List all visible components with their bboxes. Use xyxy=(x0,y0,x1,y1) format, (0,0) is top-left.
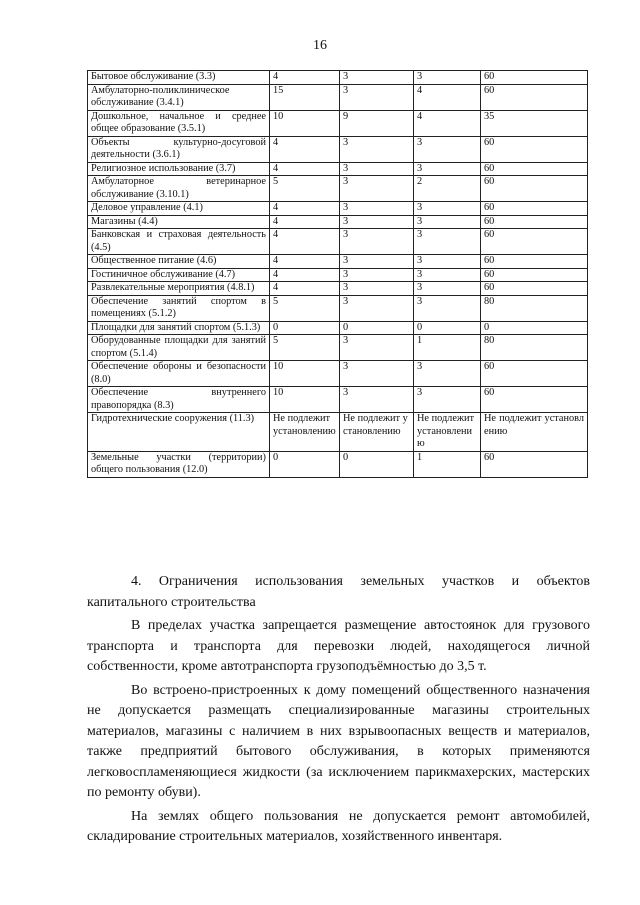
table-row xyxy=(88,255,588,269)
table-row xyxy=(88,282,588,296)
land-use-cell: Деловое управление (4.1) xyxy=(88,202,270,216)
value-cell: 3 xyxy=(340,136,414,162)
value-cell: 4 xyxy=(270,229,340,255)
page-number: 16 xyxy=(313,38,327,53)
table-row xyxy=(88,387,588,413)
value-cell: 3 xyxy=(340,84,414,110)
value-cell: 3 xyxy=(414,387,481,413)
value-cell: 9 xyxy=(340,110,414,136)
value-cell: 80 xyxy=(481,335,588,361)
value-cell: 60 xyxy=(481,71,588,85)
value-cell: 4 xyxy=(270,202,340,216)
value-cell: 3 xyxy=(340,387,414,413)
land-use-cell: Развлекательные мероприятия (4.8.1) xyxy=(88,282,270,296)
value-cell: 1 xyxy=(414,335,481,361)
value-cell: 4 xyxy=(270,71,340,85)
land-use-cell: Обеспечение занятий спортом в помещениях (5.1.2) xyxy=(88,295,270,321)
land-use-cell: Объекты культурно-досуговой деятельности (3.6.1) xyxy=(88,136,270,162)
land-use-cell: Площадки для занятий спортом (5.1.3) xyxy=(88,321,270,335)
value-cell: 10 xyxy=(270,110,340,136)
value-cell: 0 xyxy=(481,321,588,335)
value-cell: 3 xyxy=(414,136,481,162)
table-row xyxy=(88,451,588,477)
table-row xyxy=(88,84,588,110)
land-use-cell: Магазины (4.4) xyxy=(88,215,270,229)
value-cell: 10 xyxy=(270,361,340,387)
value-cell: 0 xyxy=(340,321,414,335)
value-cell: 4 xyxy=(414,84,481,110)
value-cell: 0 xyxy=(414,321,481,335)
table-row xyxy=(88,229,588,255)
value-cell: 3 xyxy=(414,268,481,282)
value-cell: 60 xyxy=(481,451,588,477)
land-use-cell: Обеспечение внутреннего правопорядка (8.3) xyxy=(88,387,270,413)
table-row xyxy=(88,413,588,452)
table-row xyxy=(88,176,588,202)
value-cell: Не подлежит установлению xyxy=(270,413,340,452)
table-row xyxy=(88,295,588,321)
value-cell: 3 xyxy=(340,268,414,282)
table-row xyxy=(88,136,588,162)
value-cell: 0 xyxy=(270,321,340,335)
value-cell: 3 xyxy=(340,361,414,387)
value-cell: 3 xyxy=(340,295,414,321)
land-use-cell: Банковская и страховая деятельность (4.5) xyxy=(88,229,270,255)
value-cell: 3 xyxy=(340,202,414,216)
land-use-cell: Религиозное использование (3.7) xyxy=(88,162,270,176)
land-use-cell: Бытовое обслуживание (3.3) xyxy=(88,71,270,85)
value-cell: 1 xyxy=(414,451,481,477)
value-cell: 5 xyxy=(270,295,340,321)
value-cell: 60 xyxy=(481,229,588,255)
table-row xyxy=(88,110,588,136)
value-cell: 60 xyxy=(481,268,588,282)
table-row xyxy=(88,162,588,176)
value-cell: 10 xyxy=(270,387,340,413)
land-use-cell: Обеспечение обороны и безопасности (8.0) xyxy=(88,361,270,387)
value-cell: 60 xyxy=(481,282,588,296)
table-row xyxy=(88,202,588,216)
value-cell: 5 xyxy=(270,335,340,361)
value-cell: 0 xyxy=(340,451,414,477)
value-cell: 4 xyxy=(270,268,340,282)
value-cell: 15 xyxy=(270,84,340,110)
value-cell: 3 xyxy=(340,162,414,176)
value-cell: 3 xyxy=(414,215,481,229)
value-cell: 3 xyxy=(414,295,481,321)
value-cell: 3 xyxy=(414,71,481,85)
value-cell: 60 xyxy=(481,215,588,229)
value-cell: Не подлежит установлению xyxy=(414,413,481,452)
land-use-cell: Амбулаторно-поликлиническое обслуживание (3.4.1) xyxy=(88,84,270,110)
value-cell: 60 xyxy=(481,162,588,176)
value-cell: 60 xyxy=(481,84,588,110)
value-cell: 3 xyxy=(340,255,414,269)
paragraph: В пределах участка запрещается размещение автостоянок для грузового транспорта и транспорта для перевозки людей, находящегося личной собственности, кроме автотранспорта грузоподъёмностью до 3,5 т. xyxy=(87,618,590,674)
value-cell: 3 xyxy=(340,71,414,85)
value-cell: 3 xyxy=(414,361,481,387)
section-heading: 4. Ограничения использования земельных участков и объектов капитального строительства xyxy=(87,574,590,610)
value-cell: 60 xyxy=(481,202,588,216)
restrictions-section xyxy=(87,572,590,851)
table-row xyxy=(88,335,588,361)
value-cell: 3 xyxy=(340,335,414,361)
value-cell: 60 xyxy=(481,387,588,413)
land-use-cell: Земельные участки (территории) общего пользования (12.0) xyxy=(88,451,270,477)
value-cell: 3 xyxy=(340,176,414,202)
value-cell: 5 xyxy=(270,176,340,202)
land-use-cell: Гостиничное обслуживание (4.7) xyxy=(88,268,270,282)
value-cell: 3 xyxy=(340,229,414,255)
value-cell: 35 xyxy=(481,110,588,136)
value-cell: 60 xyxy=(481,136,588,162)
land-use-cell: Оборудованные площадки для занятий спортом (5.1.4) xyxy=(88,335,270,361)
land-use-cell: Амбулаторное ветеринарное обслуживание (3.10.1) xyxy=(88,176,270,202)
value-cell: 3 xyxy=(414,202,481,216)
value-cell: 3 xyxy=(340,215,414,229)
value-cell: 3 xyxy=(414,229,481,255)
value-cell: 3 xyxy=(340,282,414,296)
value-cell: 4 xyxy=(414,110,481,136)
table-row xyxy=(88,215,588,229)
land-use-cell: Дошкольное, начальное и среднее общее образование (3.5.1) xyxy=(88,110,270,136)
paragraph: Во встроено-пристроенных к дому помещений общественного назначения не допускается размещать специализированные магазины строительных материалов, магазины с наличием в них взрывоопасных веществ и материалов, также предприятий бытового обслуживания, в которых применяются легковоспламеняющиеся жидкости (за исключением парикмахерских, мастерских по ремонту обуви). xyxy=(87,682,590,800)
table-row xyxy=(88,268,588,282)
value-cell: 80 xyxy=(481,295,588,321)
value-cell: 60 xyxy=(481,361,588,387)
land-use-cell: Общественное питание (4.6) xyxy=(88,255,270,269)
table-row xyxy=(88,71,588,85)
value-cell: Не подлежит установлению xyxy=(481,413,588,452)
value-cell: 4 xyxy=(270,282,340,296)
value-cell: 2 xyxy=(414,176,481,202)
parameters-table xyxy=(87,70,588,478)
land-use-cell: Гидротехнические сооружения (11.3) xyxy=(88,413,270,452)
value-cell: 60 xyxy=(481,255,588,269)
value-cell: 3 xyxy=(414,162,481,176)
table-row xyxy=(88,361,588,387)
value-cell: 60 xyxy=(481,176,588,202)
value-cell: Не подлежит установлению xyxy=(340,413,414,452)
value-cell: 4 xyxy=(270,215,340,229)
paragraph: На землях общего пользования не допускается ремонт автомобилей, складирование строительных материалов, хозяйственного инвентаря. xyxy=(87,808,590,844)
value-cell: 4 xyxy=(270,255,340,269)
value-cell: 4 xyxy=(270,162,340,176)
value-cell: 4 xyxy=(270,136,340,162)
value-cell: 3 xyxy=(414,282,481,296)
table-row xyxy=(88,321,588,335)
value-cell: 0 xyxy=(270,451,340,477)
value-cell: 3 xyxy=(414,255,481,269)
